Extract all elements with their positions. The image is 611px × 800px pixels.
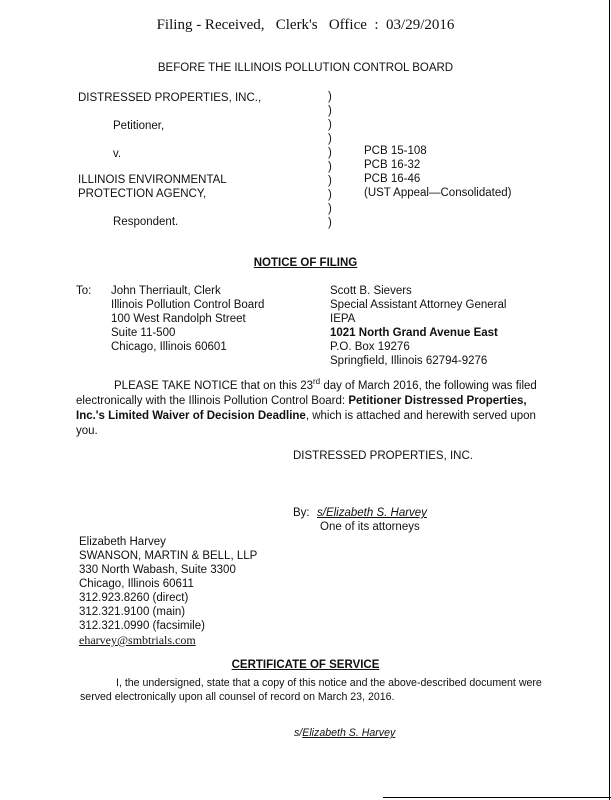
signature-prefix: s/: [294, 727, 303, 739]
paren: ): [328, 175, 332, 187]
case-number: PCB 15-108: [364, 145, 427, 157]
recipient-line: Illinois Pollution Control Board: [111, 299, 265, 311]
petitioner-name: DISTRESSED PROPERTIES, INC.,: [78, 92, 262, 104]
scan-edge-bottom: [383, 797, 611, 798]
recipient-line: John Therriault, Clerk: [111, 285, 221, 297]
recipient-line: Suite 11-500: [111, 327, 176, 339]
petitioner-role: Petitioner,: [113, 120, 165, 132]
paren: ): [328, 189, 332, 201]
recipient-line: Scott B. Sievers: [330, 285, 412, 297]
case-numbers: [364, 144, 511, 200]
attorney-contact-block: [79, 535, 257, 647]
paren: ): [328, 91, 332, 103]
attorney-line: 312.923.8260 (direct): [79, 592, 189, 604]
recipient-iepa: [330, 284, 506, 368]
respondent-role: Respondent.: [113, 216, 179, 228]
notice-body: [76, 379, 546, 439]
attorney-line: 312.321.0990 (facsimile): [79, 620, 205, 632]
filing-stamp: Filing - Received, Clerk's Office : 03/29/2016: [156, 17, 455, 33]
paren: ): [328, 119, 332, 131]
attorney-line: Elizabeth Harvey: [79, 536, 166, 548]
attorney-line: Chicago, Illinois 60611: [79, 578, 194, 590]
paren: ): [328, 105, 332, 117]
paren: ): [328, 147, 332, 159]
party-signature: DISTRESSED PROPERTIES, INC.: [293, 450, 473, 462]
certificate-title: CERTIFICATE OF SERVICE: [231, 659, 380, 671]
recipient-line: Chicago, Illinois 60601: [111, 341, 227, 353]
certificate-body: I, the undersigned, state that a copy of this notice and the above-described document were served electronically upon all counsel of record on March 23, 2016.: [80, 677, 542, 703]
recipient-line: 100 West Randolph Street: [111, 313, 246, 325]
case-number: PCB 16-32: [364, 159, 421, 171]
paren: ): [328, 203, 332, 215]
notice-text: , which is attached and herewith served upon you.: [76, 410, 536, 437]
recipient-line: Springfield, Illinois 62794-9276: [330, 355, 488, 367]
notice-title: NOTICE OF FILING: [253, 257, 358, 269]
caption-parentheses: [328, 90, 332, 230]
recipient-line: IEPA: [330, 313, 356, 325]
paren: ): [328, 217, 332, 229]
to-label: To:: [76, 285, 92, 297]
certificate-signature: [294, 727, 395, 739]
attorney-role: One of its attorneys: [320, 521, 420, 533]
attorney-line: 312.321.9100 (main): [79, 606, 186, 618]
scan-edge-right: [609, 0, 610, 800]
recipient-line: Special Assistant Attorney General: [330, 299, 507, 311]
board-title: BEFORE THE ILLINOIS POLLUTION CONTROL BOARD: [157, 62, 454, 74]
signature-name: Elizabeth S. Harvey: [302, 727, 396, 739]
respondent-name-line2: PROTECTION AGENCY,: [78, 188, 207, 200]
notice-text: day of March 2016, the following was filed electronically with the Illinois Pollution Control Board:: [76, 380, 537, 407]
case-number: PCB 16-46: [364, 173, 421, 185]
by-label: By:: [293, 507, 310, 519]
attorney-e-signature: s/Elizabeth S. Harvey: [317, 507, 427, 519]
recipient-line: 1021 North Grand Avenue East: [330, 327, 498, 339]
respondent-name-line1: ILLINOIS ENVIRONMENTAL: [78, 174, 227, 186]
paren: ): [328, 161, 332, 173]
attorney-email-link[interactable]: eharvey@smbtrials.com: [79, 633, 196, 647]
recipient-clerk: [111, 284, 264, 354]
versus-label: v.: [113, 148, 122, 160]
recipient-line: P.O. Box 19276: [330, 341, 410, 353]
notice-text: PLEASE TAKE NOTICE that on this 23: [114, 380, 313, 392]
attorney-line: 330 North Wabash, Suite 3300: [79, 564, 236, 576]
filed-document-title: Petitioner Distressed Properties, Inc.'s Limited Waiver of Decision Deadline: [76, 395, 527, 422]
attorney-line: SWANSON, MARTIN & BELL, LLP: [79, 550, 258, 562]
case-type: (UST Appeal—Consolidated): [364, 187, 512, 199]
paren: ): [328, 133, 332, 145]
date-ordinal: rd: [313, 377, 321, 387]
